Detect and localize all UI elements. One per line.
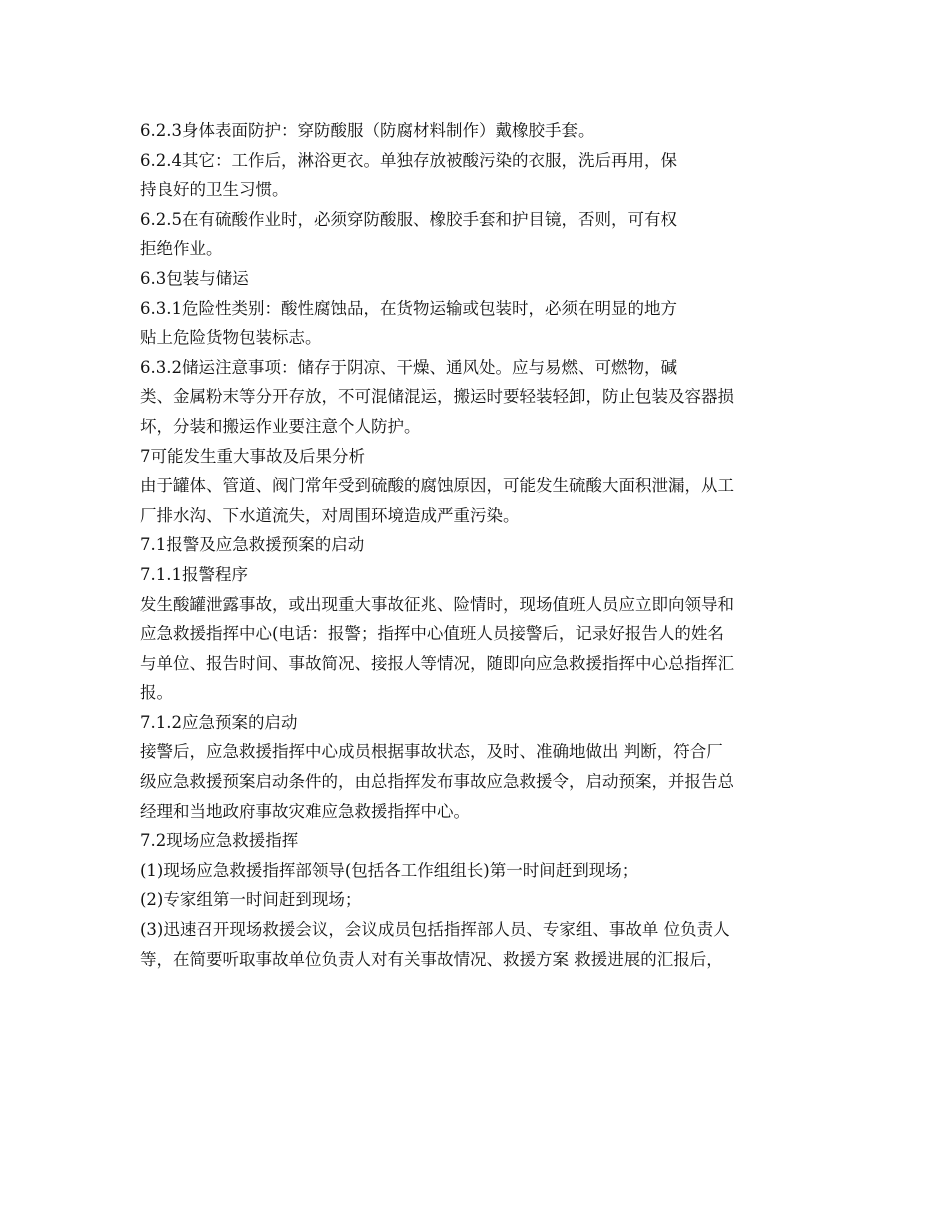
list-item: (3)迅速召开现场救援会议，会议成员包括指挥部人员、专家组、事故单 位负责人 (140, 920, 730, 940)
section-heading: 7.1.2应急预案的启动 (140, 712, 298, 732)
section-heading: 7可能发生重大事故及后果分析 (140, 446, 365, 466)
text-line: 级应急救援预案启动条件的，由总指挥发布事故应急救援令，启动预案，并报告总 (140, 772, 734, 792)
text-line: 6.3.2储运注意事项：储存于阴凉、干燥、通风处。应与易燃、可燃物，碱 (140, 357, 677, 377)
text-line: 等，在简要听取事故单位负责人对有关事故情况、救援方案 救援进展的汇报后， (140, 949, 723, 969)
text-line: 6.2.4其它：工作后，淋浴更衣。单独存放被酸污染的衣服，洗后再用，保 (140, 150, 677, 170)
text-line: 应急救援指挥中心(电话：报警；指挥中心值班人员接警后，记录好报告人的姓名 (140, 624, 724, 644)
text-line: 与单位、报告时间、事故简况、接报人等情况，随即向应急救援指挥中心总指挥汇 (140, 653, 734, 673)
text-line: 持良好的卫生习惯。 (140, 180, 289, 200)
section-heading: 7.1报警及应急救援预案的启动 (140, 535, 365, 555)
list-item: (2)专家组第一时间赶到现场； (140, 890, 362, 910)
text-line: 拒绝作业。 (140, 239, 223, 259)
text-line: 6.3.1危险性类别：酸性腐蚀品，在货物运输或包装时，必须在明显的地方 (140, 298, 677, 318)
text-line: 厂排水沟、下水道流失，对周围环境造成严重污染。 (140, 505, 520, 525)
section-heading: 7.2现场应急救援指挥 (140, 831, 299, 851)
text-line: 坏，分装和搬运作业要注意个人防护。 (140, 416, 421, 436)
text-line: 接警后，应急救援指挥中心成员根据事故状态，及时、准确地做出 判断，符合厂 (140, 742, 723, 762)
list-item: (1)现场应急救援指挥部领导(包括各工作组组长)第一时间赶到现场； (140, 860, 639, 880)
section-heading: 7.1.1报警程序 (140, 564, 248, 584)
section-heading: 6.3包装与储运 (140, 268, 249, 288)
text-line: 由于罐体、管道、阀门常年受到硫酸的腐蚀原因，可能发生硫酸大面积泄漏，从工 (140, 476, 734, 496)
text-line: 经理和当地政府事故灾难应急救援指挥中心。 (140, 801, 470, 821)
text-line: 6.2.3身体表面防护：穿防酸服（防腐材料制作）戴橡胶手套。 (140, 121, 595, 140)
text-line: 6.2.5在有硫酸作业时，必须穿防酸服、橡胶手套和护目镜，否则，可有权 (140, 209, 677, 229)
text-line: 贴上危险货物包装标志。 (140, 328, 322, 348)
text-line: 发生酸罐泄露事故，或出现重大事故征兆、险情时，现场值班人员应立即向领导和 (140, 594, 734, 614)
text-line: 报。 (140, 683, 173, 703)
text-line: 类、金属粉末等分开存放，不可混储混运，搬运时要轻装轻卸，防止包装及容器损 (140, 387, 734, 407)
document-body (140, 116, 820, 974)
